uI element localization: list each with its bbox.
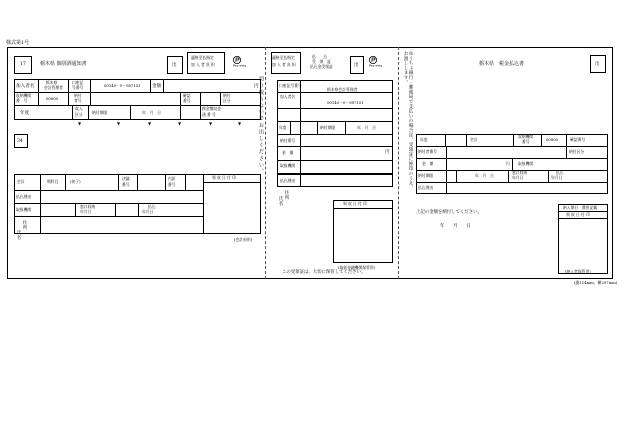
right-stamp-label: 出 [595, 62, 600, 67]
left-bank-box-line1: 適格至払指定 [191, 55, 214, 60]
form-number: 様式第1号 [6, 40, 30, 46]
left-div-label-2: 区分 [223, 98, 231, 103]
right-window-label-2: 年月日 [512, 175, 524, 180]
left-agency-value: 00800 [46, 96, 59, 101]
left-cell-resolution: 決議 [122, 176, 130, 181]
right-amount-label: 金 額 [422, 161, 434, 166]
middle-vertical-note: 切り取らないでお出しください。 [258, 76, 264, 175]
size-note: (縦114mm、横297mm) [574, 280, 618, 285]
left-yen: 円 [254, 84, 259, 89]
left-confirm-label-2: 番号 [183, 98, 191, 103]
left-stamp-box-title: 領 収 日 付 印 [212, 175, 236, 180]
middle-payee-value: 栃木県会計管理者 [327, 87, 358, 92]
middle-address-label: 住所 [284, 190, 289, 200]
left-reg-date: 年月日 [142, 209, 154, 214]
marker-triangle: ▼ [178, 121, 182, 126]
marker-triangle: ▼ [148, 121, 152, 126]
middle-bank-box-line1: 適格至払指定 [272, 55, 295, 60]
left-deadline-ymd: 年 月 日 [142, 110, 161, 115]
left-confirm-label-1: 確認 [183, 93, 191, 98]
perforation-right [398, 47, 399, 279]
right-title: 栃木県 税金払込書 [479, 61, 525, 67]
right-agency-label-1: 収納機関 [518, 134, 534, 139]
right-declare: 上記の金額を納付してください。 [416, 210, 482, 215]
right-deadline-ymd: 年 月 日 [475, 173, 494, 178]
left-tax-label-2: 区分 [75, 112, 83, 117]
middle-payee-label: 口座記号番号 [279, 83, 302, 88]
right-notice-box: 納入期日 費用記載 [563, 205, 598, 210]
middle-kind-2: 受 領 証 [312, 59, 331, 64]
middle-year-label: 年度 [279, 125, 287, 130]
left-cell-account: 会計 [17, 179, 25, 184]
left-serial-bottom-value: 34 [17, 139, 23, 144]
left-div-label-1: 納付 [223, 93, 231, 98]
marker-triangle: ▼ [78, 121, 82, 126]
payeasy-logo-left [232, 55, 246, 67]
right-reason-label: 払込理由 [418, 185, 434, 190]
svg-text:Pay-easy: Pay-easy [233, 63, 246, 67]
left-title: 栃木県 個別酒通知書 [40, 61, 87, 67]
payeasy-logo-middle [368, 55, 382, 67]
right-fee-label: 取扱機関 [518, 161, 534, 166]
middle-tax-no-label: 納付番号 [280, 138, 296, 143]
middle-note-keep: この受領証は、大切に保管してください。 [282, 270, 366, 275]
left-tax-no-label-1: 税金徴収金 [202, 106, 221, 111]
left-year-label: 年度 [20, 111, 30, 116]
middle-acct-value: 00140－0－987151 [327, 100, 364, 105]
right-reg-label-2: 年月日 [551, 175, 563, 180]
left-cell-resolution-no: 番号 [122, 182, 130, 187]
perforation-left [265, 47, 266, 279]
middle-yen: 円 [385, 150, 390, 155]
middle-amount-label: 金 額 [282, 150, 294, 155]
left-amount-label: 金額 [152, 84, 162, 89]
middle-name-label: 氏名 [278, 196, 283, 206]
middle-kind-1: 払 込 [312, 54, 328, 59]
left-tax-label-1: 収入 [75, 106, 83, 111]
middle-kind-3: 払込金受領証 [310, 64, 333, 69]
middle-stamp-title: 領 収 日 付 印 [343, 201, 367, 206]
left-cell-item: (何子) [70, 179, 81, 184]
left-deadline-label: 納付期限 [92, 110, 108, 115]
right-window-label-1: 窓口収納 [512, 170, 528, 175]
right-account-label: 会計 [470, 137, 478, 142]
right-agency-label-2: 番号 [522, 139, 530, 144]
left-serial-top-value: 17 [20, 62, 26, 67]
left-reg-label: 払込 [148, 204, 156, 209]
right-deadline-label: 納付期限 [418, 173, 434, 178]
right-div-label: 納付区分 [569, 149, 585, 154]
middle-agency-label: 取扱機関 [280, 163, 296, 168]
middle-reason-label: 払込理由 [280, 178, 296, 183]
right-stamp-title: 領 収 日 付 印 [566, 212, 590, 217]
right-agency-value: 00800 [546, 137, 559, 142]
marker-triangle: ▼ [209, 121, 213, 126]
middle-deadline-ymd: 年 月 日 [357, 125, 376, 130]
right-year-label: 年度 [420, 137, 428, 142]
marker-triangle: ▼ [117, 121, 121, 126]
right-date-line: 年 月 日 [440, 224, 471, 229]
left-cell-breakdown: 内訳 [168, 176, 176, 181]
left-payee-value-1: 栃木県 [46, 80, 58, 85]
svg-text:Pay-easy: Pay-easy [369, 63, 382, 67]
left-payer-reason: 払込理由 [16, 194, 32, 199]
left-payee-label: 加入者名 [16, 84, 35, 89]
left-stamp-label: 出 [172, 63, 177, 68]
middle-payee-sub: 加入者名 [280, 94, 296, 99]
left-acct-label-1: 口座記 [72, 80, 84, 85]
left-payee-value-2: 会計管理者 [44, 85, 63, 90]
right-vertical-note: ゆうちょ銀行・郵便局で支払いの場合は、受領証に押印のうえ、お渡しします。 [403, 51, 413, 191]
middle-stamp-area [333, 200, 393, 263]
right-yen: 円 [506, 161, 510, 166]
left-bank-box-line2: 加 入 者 負 担 [191, 62, 215, 67]
middle-stamp-label: 出 [354, 63, 359, 68]
left-agency-label-2: 番 号 [16, 98, 28, 103]
left-window-date: 年月日 [80, 209, 92, 214]
middle-bank-box-line2: 加 入 者 負 担 [272, 62, 296, 67]
marker-triangle: ▼ [238, 121, 242, 126]
left-note: (会計府用) [234, 237, 253, 242]
middle-deadline-label: 納付期限 [320, 125, 336, 130]
left-cell-period: 期科目 [47, 179, 59, 184]
left-address-label: 住所 [22, 220, 27, 230]
left-tax-no-label-2: 通 番 号 [202, 112, 216, 117]
middle-note-agency: (取扱金融機関保管用) [338, 265, 376, 270]
left-receipt-label-2: 者号 [74, 98, 82, 103]
right-receipt-label: 納付者番号 [418, 149, 437, 154]
left-acct-value: 00140－0－987151 [104, 83, 141, 88]
left-cell-breakdown-no: 番号 [168, 182, 176, 187]
left-receipt-label-1: 納付 [74, 93, 82, 98]
right-reg-label-1: 払込 [556, 170, 564, 175]
left-name-label: 氏名 [16, 230, 21, 240]
right-note: (納入者保管用) [565, 269, 591, 274]
left-acct-label-2: 号番号 [72, 85, 84, 90]
left-agency-label-1: 収納機関 [16, 93, 32, 98]
left-agency-row: 取扱機関 [16, 207, 32, 212]
left-window-label: 窓口収納 [80, 204, 96, 209]
right-confirm-label: 確認番号 [570, 137, 586, 142]
